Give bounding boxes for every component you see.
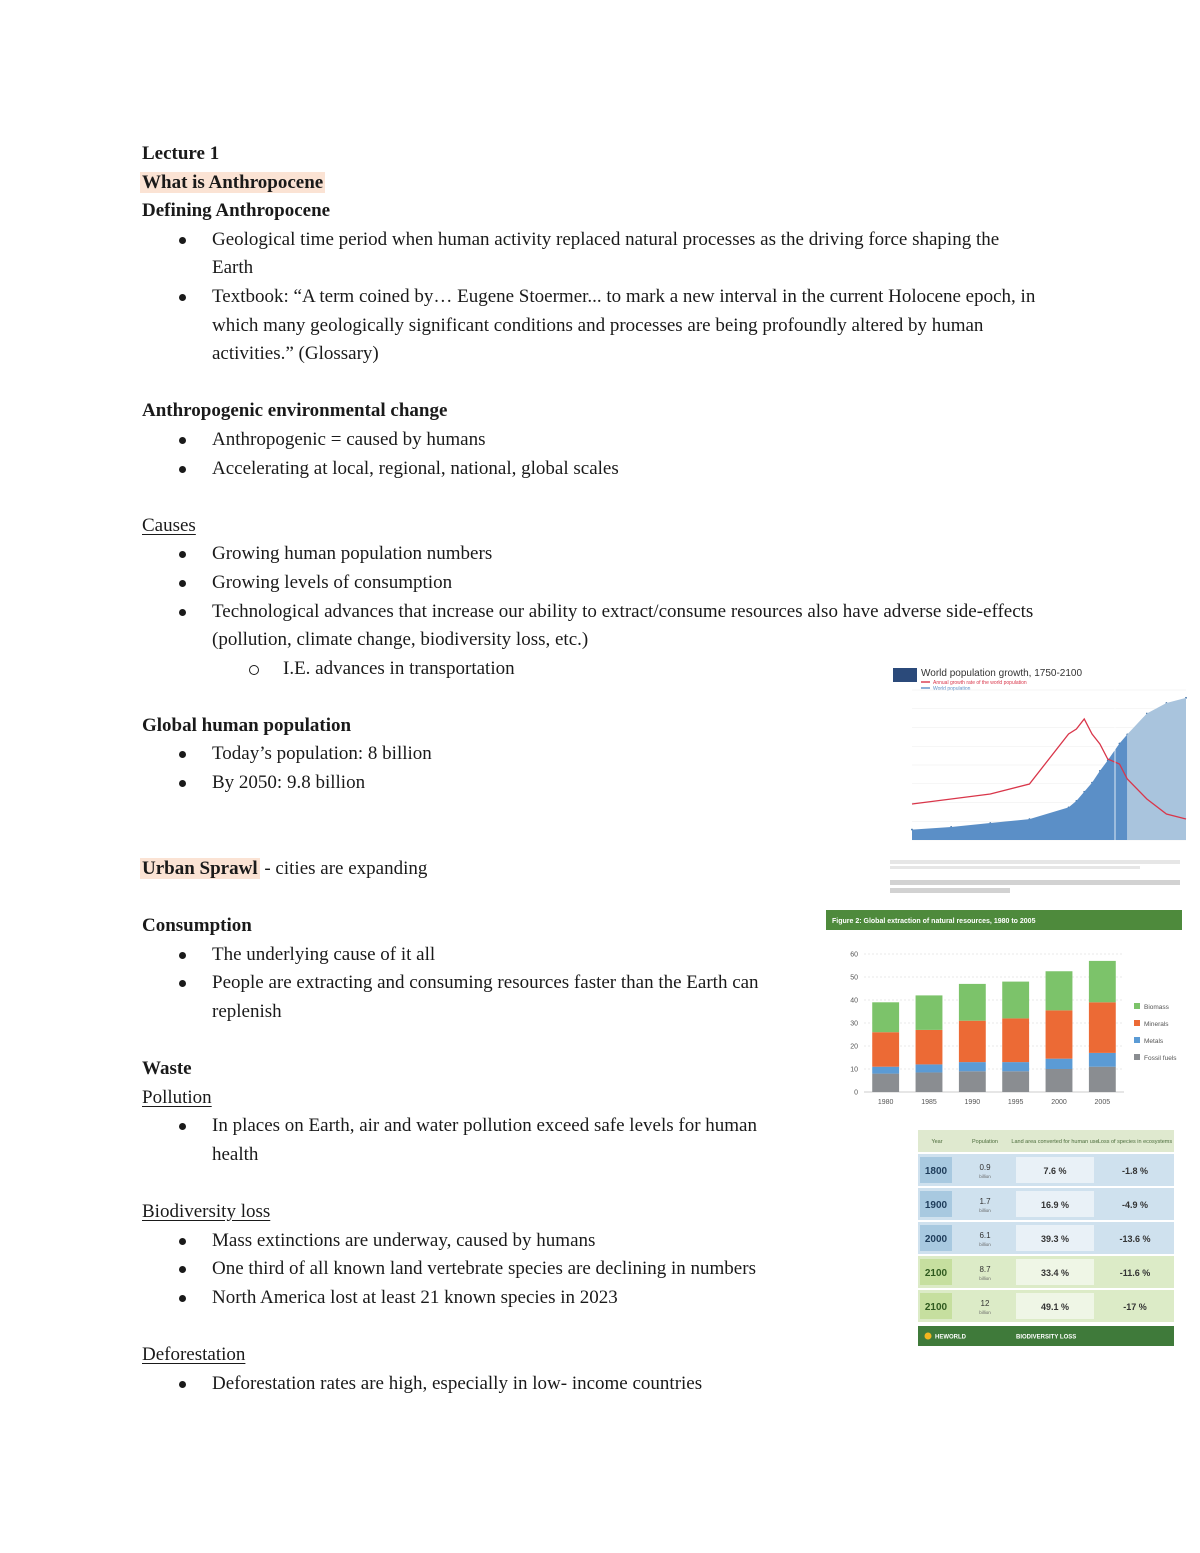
population-unit: billion — [979, 1276, 991, 1281]
land-cell: 49.1 % — [1040, 1302, 1070, 1312]
sub-list-item: I.E. advances in transportation — [142, 655, 1062, 684]
brand-logo-icon — [925, 1333, 932, 1340]
population-cell: 12 — [980, 1299, 990, 1308]
list-item: Geological time period when human activity replaced natural processes as the driving force shaping the Earth — [142, 226, 1042, 283]
bar-segment — [916, 1072, 943, 1092]
heading-urban-sprawl: Urban Sprawl — [142, 857, 258, 879]
heading-waste: Waste — [142, 1058, 192, 1079]
bar-segment — [1046, 971, 1073, 1010]
caption-bar-3 — [890, 880, 1180, 885]
bar-segment — [959, 1021, 986, 1062]
y-tick-label: 10 — [850, 1066, 858, 1074]
loss-cell: -17 % — [1123, 1302, 1147, 1312]
x-tick-label: 1985 — [921, 1099, 937, 1106]
land-cell: 33.4 % — [1040, 1268, 1070, 1278]
population-chart-title: World population growth, 1750-2100 — [921, 668, 1083, 679]
y-tick-label: 40 — [850, 997, 858, 1005]
bar-segment — [1089, 961, 1116, 1002]
land-cell: 7.6 % — [1043, 1166, 1067, 1176]
deforestation-list — [142, 1370, 1062, 1399]
footer-brand: HEWORLD — [935, 1334, 966, 1341]
list-item: In places on Earth, air and water pollution exceed safe levels for human health — [142, 1112, 782, 1169]
population-cell: 0.9 — [979, 1163, 991, 1172]
heading-consumption: Consumption — [142, 915, 252, 937]
x-tick-label: 1995 — [1007, 1099, 1024, 1106]
bar-segment — [1089, 1067, 1116, 1092]
bar-segment — [872, 1074, 899, 1092]
heading-what-is: What is Anthropocene — [142, 171, 324, 193]
x-tick-label: 2005 — [1094, 1099, 1111, 1106]
bar-segment — [959, 984, 986, 1021]
list-item: The underlying cause of it all — [142, 941, 1062, 970]
bar-segment — [1089, 1002, 1116, 1053]
population-area-past — [912, 734, 1127, 840]
biodiversity-table-figure — [918, 1130, 1174, 1346]
year-cell: 1800 — [924, 1166, 948, 1177]
legend-label: Metals — [1144, 1038, 1164, 1045]
list-item: Growing human population numbers — [142, 540, 1062, 569]
y-tick-label: 50 — [850, 974, 858, 982]
y-tick-label: 0 — [854, 1089, 858, 1097]
bar-segment — [916, 1030, 943, 1065]
y-tick-label: 60 — [850, 951, 858, 959]
heading-anthro-change: Anthropogenic environmental change — [142, 400, 448, 422]
land-cell: 16.9 % — [1040, 1200, 1070, 1210]
resources-legend — [1134, 1003, 1177, 1062]
bar-segment — [1002, 1071, 1029, 1092]
population-area-future — [1127, 698, 1186, 840]
bar-segment — [916, 1064, 943, 1072]
caption-bar-2 — [890, 866, 1140, 869]
population-unit: billion — [979, 1208, 991, 1213]
list-item: One third of all known land vertebrate species are declining in numbers — [142, 1255, 1062, 1284]
table-header-cell: Population — [972, 1139, 998, 1145]
bar-segment — [959, 1071, 986, 1092]
heading-causes: Causes — [142, 514, 196, 536]
resources-chart-title: Figure 2: Global extraction of natural resources, 1980 to 2005 — [832, 918, 1036, 925]
list-item: By 2050: 9.8 billion — [142, 769, 1062, 798]
year-cell: 2100 — [924, 1302, 948, 1313]
x-tick-label: 2000 — [1051, 1099, 1067, 1106]
list-item: Mass extinctions are underway, caused by humans — [142, 1227, 1062, 1256]
legend-label: Minerals — [1144, 1021, 1169, 1028]
loss-cell: -1.8 % — [1121, 1166, 1149, 1176]
bar-segment — [1089, 1053, 1116, 1067]
loss-cell: -4.9 % — [1121, 1200, 1149, 1210]
defining-list — [142, 226, 1062, 369]
bar-segment — [1046, 1059, 1073, 1069]
bar-segment — [1002, 1062, 1029, 1071]
bar-segment — [959, 1062, 986, 1071]
table-header-cell: Land area converted for human use — [1011, 1139, 1099, 1145]
table-header-cell: Loss of species in ecosystems — [1097, 1139, 1173, 1145]
year-cell: 2100 — [924, 1268, 948, 1279]
logo-badge — [893, 668, 917, 682]
bar-segment — [1002, 1018, 1029, 1062]
legend-pop-label: World population — [933, 686, 971, 692]
biodiversity-table-body — [918, 1130, 1174, 1346]
legend-label: Fossil fuels — [1144, 1055, 1177, 1062]
footer-title: BIODIVERSITY LOSS — [1016, 1334, 1077, 1341]
population-unit: billion — [979, 1242, 991, 1247]
loss-cell: -13.6 % — [1119, 1234, 1151, 1244]
population-cell: 8.7 — [979, 1265, 991, 1274]
heading-global-pop: Global human population — [142, 714, 352, 736]
resources-figure — [826, 910, 1182, 1112]
caption-bar-1 — [890, 860, 1180, 864]
x-tick-label: 1990 — [964, 1099, 981, 1106]
bar-segment — [872, 1067, 899, 1074]
y-tick-label: 30 — [850, 1020, 858, 1028]
loss-cell: -11.6 % — [1119, 1268, 1151, 1278]
legend-swatch — [1134, 1020, 1140, 1026]
bar-segment — [872, 1032, 899, 1067]
heading-biodiversity: Biodiversity loss — [142, 1200, 271, 1222]
legend-rate-label: Annual growth rate of the world population — [933, 680, 1027, 686]
anthro-list — [142, 426, 1062, 483]
list-item: North America lost at least 21 known species in 2023 — [142, 1284, 1062, 1313]
bar-segment — [1046, 1010, 1073, 1058]
heading-deforestation: Deforestation — [142, 1343, 246, 1365]
urban-sprawl-text: - cities are expanding — [259, 857, 428, 879]
population-unit: billion — [979, 1310, 991, 1315]
resources-chart — [826, 910, 1182, 1112]
list-item: Anthropogenic = caused by humans — [142, 426, 1062, 455]
list-item: Deforestation rates are high, especially in low- income countries — [142, 1370, 1062, 1399]
heading-pollution: Pollution — [142, 1086, 212, 1108]
lecture-title: Lecture 1 — [142, 143, 220, 164]
list-item: Textbook: “A term coined by… Eugene Stoermer... to mark a new interval in the current Holocene epoch, in which many geologically significant conditions and processes are being profoundly altered by human activities.” (Glossary) — [142, 283, 1042, 369]
bar-segment — [872, 1002, 899, 1032]
list-item: Technological advances that increase our ability to extract/consume resources also have adverse side-effects (pollution, climate change, biodiversity loss, etc.) — [142, 598, 1062, 655]
list-item: Today’s population: 8 billion — [142, 740, 1062, 769]
heading-defining: Defining Anthropocene — [142, 200, 331, 222]
y-tick-label: 20 — [850, 1043, 858, 1051]
year-cell: 1900 — [924, 1200, 948, 1211]
biodiversity-table — [918, 1130, 1174, 1346]
population-cell: 6.1 — [979, 1231, 991, 1240]
population-chart — [890, 660, 1190, 900]
bar-segment — [1002, 982, 1029, 1019]
population-growth-figure — [890, 660, 1190, 900]
x-tick-label: 1980 — [877, 1099, 894, 1106]
land-cell: 39.3 % — [1040, 1234, 1070, 1244]
list-item: Growing levels of consumption — [142, 569, 1062, 598]
year-cell: 2000 — [924, 1234, 948, 1245]
list-item: Accelerating at local, regional, national, global scales — [142, 455, 1062, 484]
population-cell: 1.7 — [979, 1197, 991, 1206]
legend-swatch — [1134, 1054, 1140, 1060]
list-item: People are extracting and consuming resources faster than the Earth can replenish — [142, 969, 802, 1026]
legend-swatch — [1134, 1037, 1140, 1043]
bar-segment — [1046, 1069, 1073, 1092]
caption-bar-4 — [890, 888, 1010, 893]
bar-segment — [916, 995, 943, 1030]
legend-swatch — [1134, 1003, 1140, 1009]
legend-label: Biomass — [1144, 1004, 1169, 1011]
table-header-cell: Year — [931, 1139, 943, 1145]
resources-bars — [872, 961, 1116, 1092]
population-unit: billion — [979, 1174, 991, 1179]
